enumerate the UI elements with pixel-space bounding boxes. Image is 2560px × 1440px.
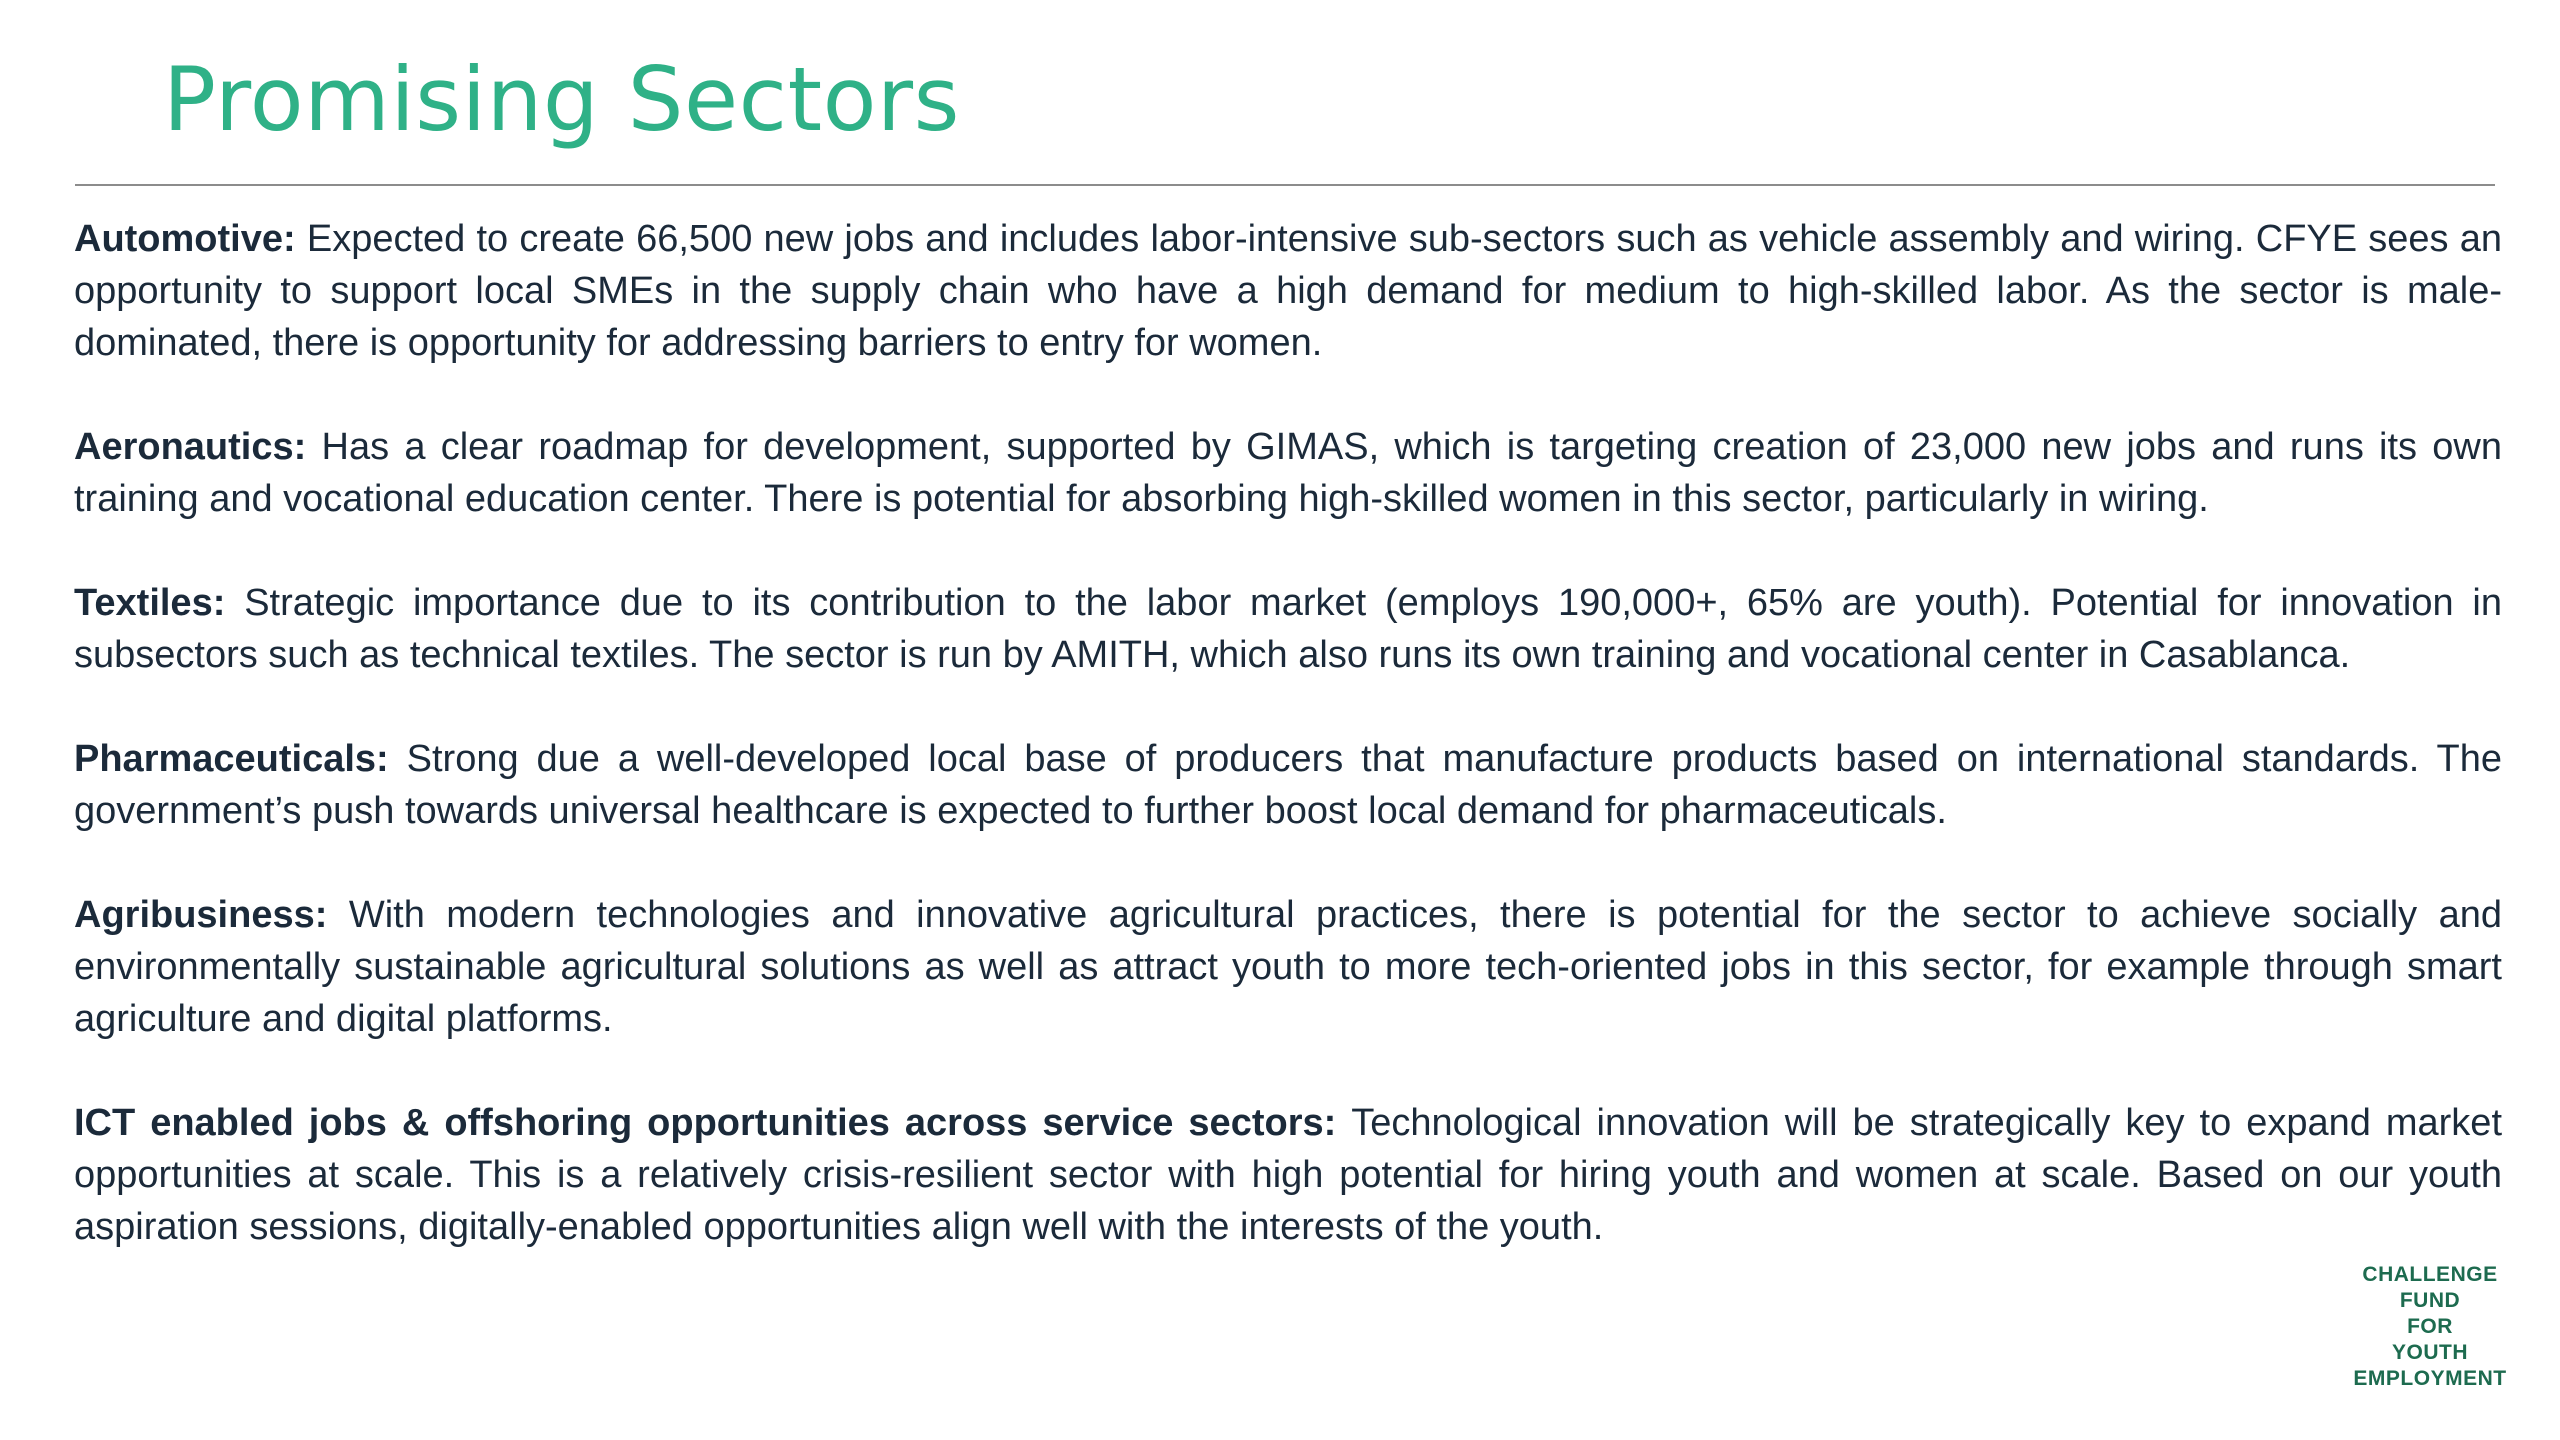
- logo-line: EMPLOYMENT: [2353, 1367, 2507, 1390]
- logo-line: FUND: [2399, 1289, 2461, 1312]
- sector-name: Pharmaceuticals:: [74, 738, 389, 780]
- sector-automotive: [74, 213, 2502, 369]
- sector-textiles: [74, 577, 2502, 681]
- sector-name: Aeronautics:: [74, 426, 307, 468]
- logo-line: CHALLENGE: [2362, 1263, 2498, 1286]
- sector-description: Strategic importance due to its contribution to the labor market (employs 190,000+, 65% are youth). Potential for innovation in subsectors such as technical textiles. The sector is run by AMITH, which also runs its own training and vocational center in Casablanca.: [74, 582, 2502, 676]
- sector-agribusiness: [74, 889, 2502, 1045]
- sector-description: Technological innovation will be strategically key to expand market opportunities at scale. This is a relatively crisis-resilient sector with high potential for hiring youth and women at scale. Based on our youth aspiration sessions, digitally-enabled opportunities align well with the interests of the youth.: [74, 1102, 2502, 1248]
- sector-description: Has a clear roadmap for development, supported by GIMAS, which is targeting creation of 23,000 new jobs and runs its own training and vocational education center. There is potential for absorbing high-skilled women in this sector, particularly in wiring.: [74, 426, 2503, 520]
- sector-ict: [74, 1097, 2502, 1253]
- sector-description: Expected to create 66,500 new jobs and includes labor-intensive sub-sectors such as vehicle assembly and wiring. CFYE sees an opportunity to support local SMEs in the supply chain who have a high demand for medium to high-skilled labor. As the sector is male-dominated, there is opportunity for addressing barriers to entry for women.: [74, 218, 2502, 364]
- slide-title: Promising Sectors: [163, 48, 960, 151]
- sector-list: [74, 213, 2502, 1305]
- sector-aeronautics: [74, 421, 2502, 525]
- sector-name: Textiles:: [74, 582, 226, 624]
- sector-name: Automotive:: [74, 218, 296, 260]
- logo-line: FOR: [2407, 1315, 2453, 1338]
- sector-name: Agribusiness:: [74, 894, 328, 936]
- sector-name: ICT enabled jobs & offshoring opportunities across service sectors:: [74, 1102, 1337, 1144]
- sector-pharmaceuticals: [74, 733, 2502, 837]
- title-divider: [75, 184, 2495, 186]
- logo-line: YOUTH: [2392, 1341, 2468, 1364]
- sector-description: With modern technologies and innovative agricultural practices, there is potential for the sector to achieve socially and environmentally sustainable agricultural solutions as well as attract youth to more tech-oriented jobs in this sector, for example through smart agriculture and digital platforms.: [74, 894, 2502, 1040]
- sector-description: Strong due a well-developed local base of producers that manufacture products based on international standards. The government’s push towards universal healthcare is expected to further boost local demand for pharmaceuticals.: [74, 738, 2503, 832]
- cfye-logo: [2340, 1262, 2520, 1392]
